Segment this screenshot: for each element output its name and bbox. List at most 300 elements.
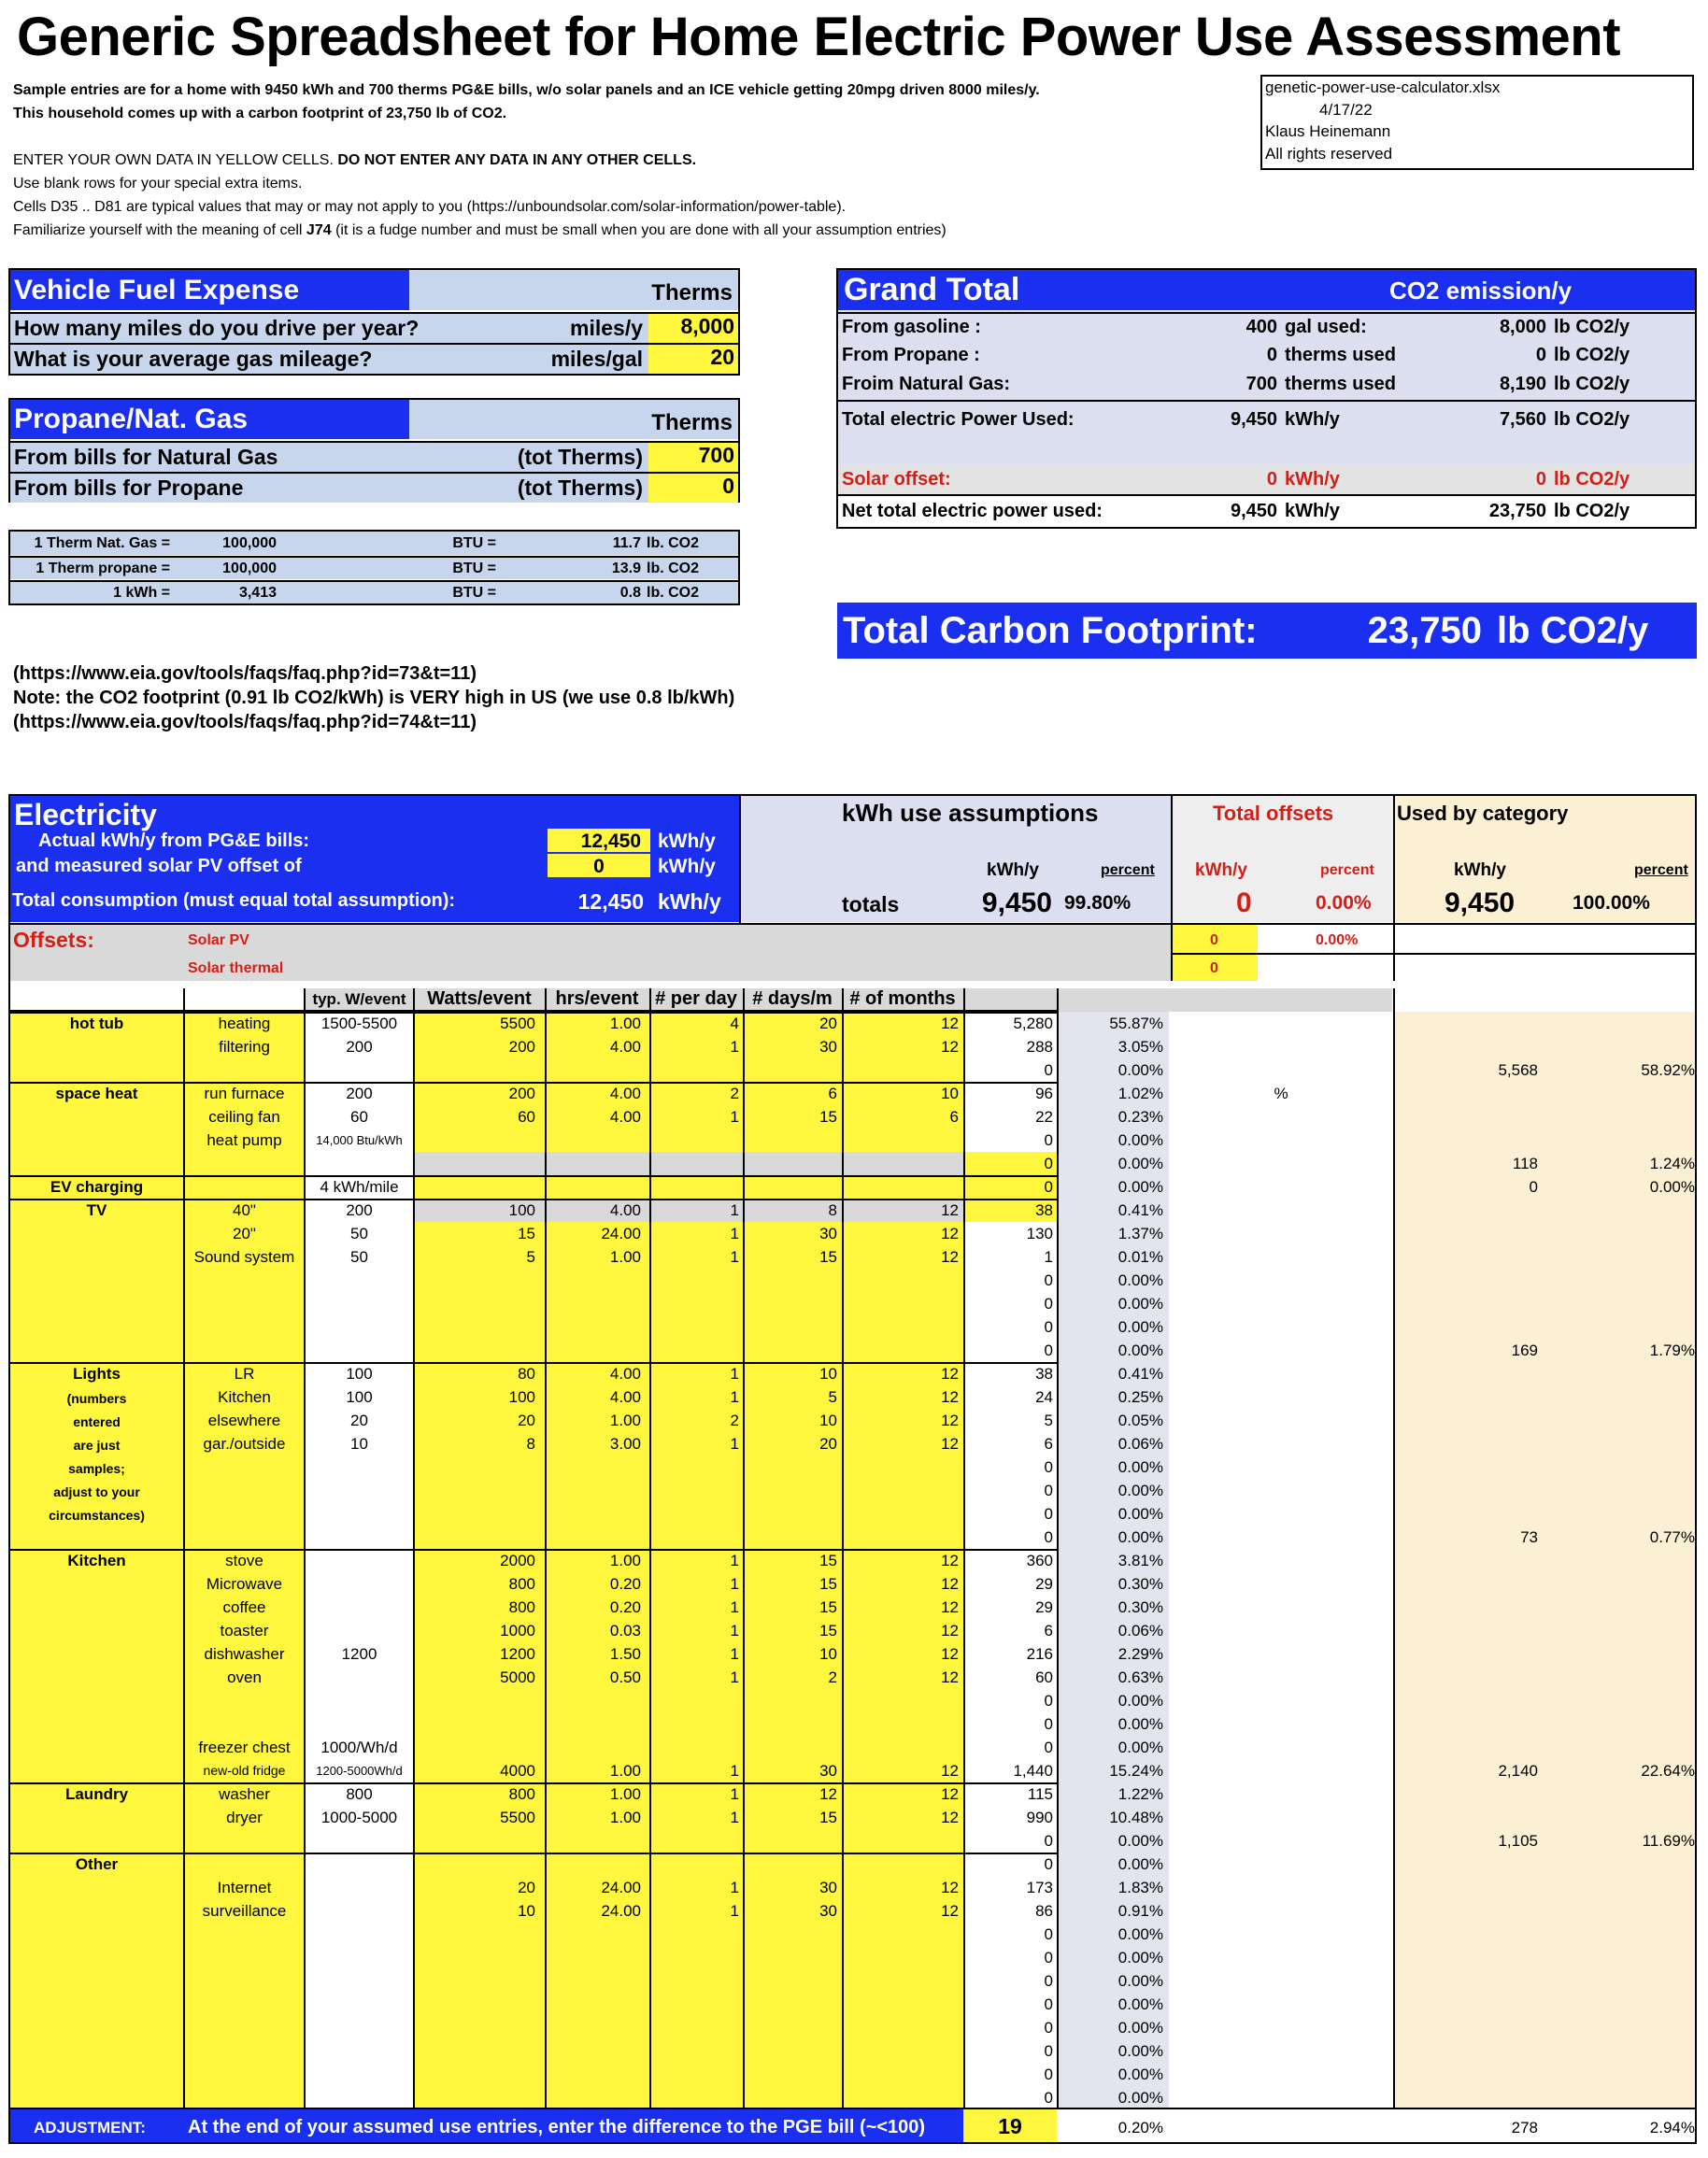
table-row xyxy=(10,1642,1697,1666)
cell-m[interactable]: 30 xyxy=(819,1225,837,1242)
cell-d[interactable]: 1 xyxy=(730,1575,739,1593)
cell-item[interactable]: stove xyxy=(225,1552,263,1569)
cell-pct: 0.00% xyxy=(1117,1995,1163,2013)
group-note: samples; xyxy=(68,1461,125,1476)
cell-typ: 100 xyxy=(346,1365,373,1383)
cell-kwh: 0 xyxy=(1044,2019,1053,2037)
cell-mo[interactable]: 12 xyxy=(941,1622,959,1640)
grand-row-electric: Total electric Power Used: 9,450 kWh/y 7,560 lb CO2/y xyxy=(838,400,1695,476)
table-row xyxy=(10,2063,1697,2086)
table-row xyxy=(10,1035,1697,1058)
cell-d[interactable]: 1 xyxy=(730,1388,739,1406)
table-row xyxy=(10,1385,1697,1409)
cell-pct: 0.00% xyxy=(1117,1342,1163,1359)
actual-kwh-input[interactable]: 12,450 xyxy=(580,831,641,852)
cell-d[interactable]: 1 xyxy=(730,1201,739,1219)
cell-pct: 0.00% xyxy=(1117,1061,1163,1079)
solar-pv-percent: 0.00% xyxy=(1316,932,1359,948)
vehicle-mileage-input[interactable]: 20 xyxy=(648,345,738,374)
natgas-input[interactable]: 700 xyxy=(648,443,738,472)
cell-mo[interactable]: 12 xyxy=(941,1575,959,1593)
cell-kwh: 96 xyxy=(1035,1085,1053,1102)
propane-header: Propane/Nat. Gas xyxy=(10,400,409,439)
cell-d[interactable]: 1 xyxy=(730,1785,739,1803)
cell-m[interactable]: 15 xyxy=(819,1622,837,1640)
cell-typ: 20 xyxy=(350,1412,368,1429)
group-separator xyxy=(10,1012,1057,1014)
col-per-day: # per day xyxy=(655,988,737,1009)
cell-m[interactable]: 20 xyxy=(819,1015,837,1032)
table-row xyxy=(10,1572,1697,1596)
solar-pv-input[interactable]: 0 xyxy=(1210,932,1218,948)
totals-label: totals xyxy=(842,892,900,916)
cell-m[interactable]: 10 xyxy=(819,1645,837,1663)
cell-item[interactable]: 40" xyxy=(233,1201,256,1219)
totals-percent: 99.80% xyxy=(1064,892,1132,914)
conversion-row: 1 kWh = 3,413 BTU = 0.8 lb. CO2 xyxy=(10,580,738,603)
intro-line-5: Cells D35 .. D81 are typical values that may or may not apply to you (https://unboundsolar.com/solar-information/power-table). xyxy=(13,199,847,215)
cell-h[interactable]: 1.00 xyxy=(609,1809,641,1826)
cell-w[interactable]: 5 xyxy=(526,1248,535,1266)
grid-vline xyxy=(743,988,745,2109)
cell-m[interactable]: 15 xyxy=(819,1598,837,1616)
cell-item[interactable]: surveillance xyxy=(202,1902,287,1920)
cell-catp: 1.24% xyxy=(1649,1155,1695,1172)
cell-pct: 0.00% xyxy=(1117,1155,1163,1172)
cell-d[interactable]: 2 xyxy=(730,1412,739,1429)
cell-cat: 1,105 xyxy=(1498,1832,1538,1850)
tcf-value: 23,750 xyxy=(1367,610,1482,651)
cell-h[interactable]: 4.00 xyxy=(609,1085,641,1102)
cell-item[interactable]: gar./outside xyxy=(203,1435,286,1453)
table-row xyxy=(10,1058,1697,1082)
cell-h[interactable]: 4.00 xyxy=(609,1201,641,1219)
grid-vline xyxy=(545,988,547,2109)
cell-d[interactable]: 1 xyxy=(730,1435,739,1453)
cell-pct: 0.00% xyxy=(1117,1271,1163,1289)
co2-note: Note: the CO2 footprint (0.91 lb CO2/kWh) is VERY high in US (we use 0.8 lb/kWh) xyxy=(13,688,735,708)
cell-mo[interactable]: 12 xyxy=(941,1225,959,1242)
offsets-total-kwh: 0 xyxy=(1236,887,1252,918)
table-row xyxy=(10,1409,1697,1432)
grid-hline xyxy=(10,2108,1697,2109)
cell-w[interactable]: 200 xyxy=(508,1038,535,1056)
adjustment-input[interactable]: 19 xyxy=(998,2114,1022,2138)
cell-m[interactable]: 10 xyxy=(819,1365,837,1383)
cell-mo[interactable]: 12 xyxy=(941,1785,959,1803)
cell-w[interactable]: 80 xyxy=(518,1365,535,1383)
cell-kwh: 24 xyxy=(1035,1388,1053,1406)
adjustment-label: ADJUSTMENT: xyxy=(34,2119,146,2137)
cell-kwh: 0 xyxy=(1044,1739,1053,1756)
intro-line-1: Sample entries are for a home with 9450 kWh and 700 therms PG&E bills, w/o solar panels and an ICE vehicle getting 20mpg driven 8000 miles/y. xyxy=(13,82,1040,98)
cell-mo[interactable]: 12 xyxy=(941,1645,959,1663)
group-separator xyxy=(10,1199,1057,1200)
grand-row-net-electric: Net total electric power used: 9,450 kWh/y 23,750 lb CO2/y xyxy=(838,494,1695,527)
group-label: Laundry xyxy=(64,1785,129,1803)
cell-item[interactable]: coffee xyxy=(222,1598,266,1616)
cell-mo[interactable]: 12 xyxy=(941,1412,959,1429)
cell-w[interactable]: 5500 xyxy=(500,1809,535,1826)
cell-d[interactable]: 1 xyxy=(730,1879,739,1896)
cell-m[interactable]: 30 xyxy=(819,1902,837,1920)
eia-link-2[interactable]: (https://www.eia.gov/tools/faqs/faq.php?id=74&t=11) xyxy=(13,712,477,732)
grid-vline xyxy=(963,988,965,2109)
cell-d[interactable]: 1 xyxy=(730,1902,739,1920)
cell-m[interactable]: 15 xyxy=(819,1248,837,1266)
cell-h[interactable]: 4.00 xyxy=(609,1038,641,1056)
cell-m[interactable]: 2 xyxy=(828,1668,837,1686)
cell-catp: 22.64% xyxy=(1641,1762,1695,1780)
cell-typ: 10 xyxy=(350,1435,368,1453)
cell-kwh: 0 xyxy=(1044,1972,1053,1990)
cell-d[interactable]: 1 xyxy=(730,1809,739,1826)
cell-kwh: 38 xyxy=(1035,1365,1053,1383)
table-row xyxy=(10,1455,1697,1479)
cell-m[interactable]: 15 xyxy=(819,1575,837,1593)
cell-mo[interactable]: 12 xyxy=(941,1038,959,1056)
cell-w[interactable]: 2000 xyxy=(500,1552,535,1569)
eia-link-1[interactable]: (https://www.eia.gov/tools/faqs/faq.php?id=73&t=11) xyxy=(13,663,477,684)
col-watts-event: Watts/event xyxy=(427,988,532,1009)
cell-m[interactable]: 15 xyxy=(819,1552,837,1569)
cell-w[interactable]: 1000 xyxy=(500,1622,535,1640)
cell-kwh: 216 xyxy=(1026,1645,1053,1663)
cell-h[interactable]: 24.00 xyxy=(601,1225,641,1242)
cell-typ: 100 xyxy=(346,1388,373,1406)
cell-pct: 0.00% xyxy=(1117,1318,1163,1336)
cell-pct: 1.83% xyxy=(1117,1879,1163,1896)
cell-item[interactable]: 20" xyxy=(233,1225,256,1242)
cell-item[interactable]: LR xyxy=(234,1365,255,1383)
cell-mo[interactable]: 12 xyxy=(941,1809,959,1826)
cell-pct: 3.81% xyxy=(1117,1552,1163,1569)
cell-d[interactable]: 1 xyxy=(730,1365,739,1383)
vehicle-miles-input[interactable]: 8,000 xyxy=(648,314,738,343)
table-row xyxy=(10,1549,1697,1572)
cell-item[interactable]: Sound system xyxy=(193,1248,295,1266)
cell-mo[interactable]: 6 xyxy=(949,1108,959,1126)
offsets-kwh-header: kWh/y xyxy=(1195,860,1247,880)
cell-pct: 0.01% xyxy=(1117,1248,1163,1266)
cell-d[interactable]: 1 xyxy=(730,1762,739,1780)
offsets-total-percent: 0.00% xyxy=(1316,892,1372,914)
cell-d[interactable]: 4 xyxy=(730,1015,739,1032)
cell-d[interactable]: 1 xyxy=(730,1108,739,1126)
table-row xyxy=(10,1969,1697,1993)
cell-kwh: 0 xyxy=(1044,1692,1053,1710)
cell-d[interactable]: 1 xyxy=(730,1622,739,1640)
cell-kwh: 0 xyxy=(1044,2089,1053,2107)
cell-kwh: 0 xyxy=(1044,1482,1053,1499)
cell-pct: 0.00% xyxy=(1117,1458,1163,1476)
table-row xyxy=(10,1666,1697,1689)
solar-thermal-input[interactable]: 0 xyxy=(1210,960,1218,976)
group-label: hot tub xyxy=(69,1015,124,1032)
cell-typ: 60 xyxy=(350,1108,368,1126)
cell-d[interactable]: 1 xyxy=(730,1668,739,1686)
cell-item[interactable]: Internet xyxy=(217,1879,272,1896)
table-row xyxy=(10,1105,1697,1129)
cell-pct: 0.00% xyxy=(1117,1131,1163,1149)
grid-vline xyxy=(1057,988,1059,2109)
cell-h[interactable]: 4.00 xyxy=(609,1365,641,1383)
cell-pct: 0.30% xyxy=(1117,1575,1163,1593)
cell-h[interactable]: 1.50 xyxy=(609,1645,641,1663)
cell-mo[interactable]: 12 xyxy=(941,1365,959,1383)
cell-kwh: 0 xyxy=(1044,2066,1053,2083)
cell-mo[interactable]: 12 xyxy=(941,1902,959,1920)
cell-kwh: 0 xyxy=(1044,1505,1053,1523)
cell-h[interactable]: 1.00 xyxy=(609,1785,641,1803)
cell-kwh: 5 xyxy=(1044,1412,1053,1429)
cell-w[interactable]: 20 xyxy=(518,1879,535,1896)
cell-pct: 10.48% xyxy=(1109,1809,1163,1826)
cell-catp: 11.69% xyxy=(1642,1832,1695,1850)
cell-kwh: 0 xyxy=(1044,1832,1053,1850)
cell-h[interactable]: 24.00 xyxy=(601,1879,641,1896)
cell-kwh: 0 xyxy=(1044,1178,1053,1196)
cell-kwh: 5,280 xyxy=(1013,1015,1053,1032)
group-separator xyxy=(10,1362,1057,1364)
cell-w[interactable]: 5000 xyxy=(500,1668,535,1686)
intro-line-3: ENTER YOUR OWN DATA IN YELLOW CELLS. DO NOT ENTER ANY DATA IN ANY OTHER CELLS. xyxy=(13,152,697,168)
cell-pct: 0.00% xyxy=(1117,1715,1163,1733)
cell-mo[interactable]: 12 xyxy=(941,1668,959,1686)
cell-m[interactable]: 12 xyxy=(819,1785,837,1803)
cell-kwh: 0 xyxy=(1044,1295,1053,1313)
table-row xyxy=(10,1222,1697,1245)
cell-w[interactable]: 15 xyxy=(518,1225,535,1242)
cell-m[interactable]: 20 xyxy=(819,1435,837,1453)
cell-m[interactable]: 15 xyxy=(819,1809,837,1826)
cell-mo[interactable]: 12 xyxy=(941,1598,959,1616)
cell-kwh: 22 xyxy=(1035,1108,1053,1126)
cell-mo[interactable]: 12 xyxy=(941,1388,959,1406)
table-row xyxy=(10,2016,1697,2039)
cell-cat: 2,140 xyxy=(1498,1762,1538,1780)
cell-mo[interactable]: 12 xyxy=(941,1015,959,1032)
cell-mo[interactable]: 12 xyxy=(941,1248,959,1266)
cell-d[interactable]: 1 xyxy=(730,1598,739,1616)
cell-h[interactable]: 24.00 xyxy=(601,1902,641,1920)
table-row xyxy=(10,1923,1697,1946)
group-label: EV charging xyxy=(50,1178,144,1196)
grid-vline xyxy=(1393,923,1395,981)
cell-h[interactable]: 0.20 xyxy=(609,1598,641,1616)
table-row xyxy=(10,1175,1697,1199)
cell-m[interactable]: 5 xyxy=(828,1388,837,1406)
cell-typ: 4 kWh/mile xyxy=(320,1178,399,1196)
cell-mo[interactable]: 12 xyxy=(941,1879,959,1896)
cell-item[interactable]: new-old fridge xyxy=(203,1763,286,1778)
cell-kwh: 0 xyxy=(1044,1061,1053,1079)
cell-kwh: 0 xyxy=(1044,1925,1053,1943)
cell-d[interactable]: 1 xyxy=(730,1645,739,1663)
cell-w[interactable]: 800 xyxy=(508,1575,535,1593)
cell-kwh: 0 xyxy=(1044,1528,1053,1546)
cell-item[interactable]: dryer xyxy=(226,1809,263,1826)
offsets-label: Offsets: xyxy=(13,928,94,952)
natgas-label: From bills for Natural Gas xyxy=(14,445,278,469)
table-row xyxy=(10,1269,1697,1292)
cell-mo[interactable]: 12 xyxy=(941,1552,959,1569)
solar-offset-input[interactable]: 0 xyxy=(593,856,605,877)
cell-item[interactable]: filtering xyxy=(219,1038,270,1056)
cell-kwh: 360 xyxy=(1026,1552,1053,1569)
cell-item[interactable]: heat pump xyxy=(206,1131,282,1149)
cell-mo[interactable]: 12 xyxy=(941,1435,959,1453)
cell-typ: 200 xyxy=(346,1085,373,1102)
cell-pct: 0.00% xyxy=(1117,2042,1163,2060)
cell-item[interactable]: toaster xyxy=(220,1622,269,1640)
cell-m[interactable]: 8 xyxy=(828,1201,837,1219)
cell-typ: 1000-5000 xyxy=(320,1809,398,1826)
cell-m[interactable]: 30 xyxy=(819,1762,837,1780)
vehicle-miles-unit: miles/y xyxy=(570,316,643,340)
cell-m[interactable]: 10 xyxy=(819,1412,837,1429)
cell-kwh: 29 xyxy=(1035,1575,1053,1593)
cell-pct: 0.00% xyxy=(1117,1482,1163,1499)
table-row xyxy=(10,2039,1697,2063)
cell-item[interactable]: elsewhere xyxy=(207,1412,281,1429)
group-separator xyxy=(10,1175,1057,1177)
cell-kwh: 6 xyxy=(1044,1622,1053,1640)
cell-item[interactable]: heating xyxy=(218,1015,271,1032)
cell-item[interactable]: ceiling fan xyxy=(208,1108,280,1126)
table-row xyxy=(10,1012,1697,1035)
grid-vline xyxy=(1393,988,1395,2109)
table-row xyxy=(10,2086,1697,2109)
conversion-row: 1 Therm propane = 100,000 BTU = 13.9 lb. CO2 xyxy=(10,556,738,579)
col-months: # of months xyxy=(849,988,956,1009)
cell-m[interactable]: 15 xyxy=(819,1108,837,1126)
grand-row-solar: Solar offset: 0 kWh/y 0 lb CO2/y xyxy=(838,464,1695,494)
cell-w[interactable]: 10 xyxy=(518,1902,535,1920)
kwh-assumptions-header: kWh use assumptions xyxy=(842,799,1099,827)
cell-w[interactable]: 100 xyxy=(508,1388,535,1406)
group-separator xyxy=(10,1549,1057,1551)
intro-line-6: Familiarize yourself with the meaning of cell J74 (it is a fudge number and must be small when you are done with all your assumption entries) xyxy=(13,222,947,238)
solar-offset-unit: kWh/y xyxy=(658,856,716,877)
cell-kwh: 990 xyxy=(1026,1809,1053,1826)
cell-cat: 118 xyxy=(1512,1155,1538,1172)
cell-d[interactable]: 1 xyxy=(730,1225,739,1242)
cell-item[interactable]: Microwave xyxy=(206,1575,283,1593)
propane-input[interactable]: 0 xyxy=(648,474,738,503)
table-row xyxy=(10,1315,1697,1339)
cell-typ: 14,000 Btu/kWh xyxy=(316,1133,403,1147)
conversion-row: 1 Therm Nat. Gas = 100,000 BTU = 11.7 lb. CO2 xyxy=(10,532,738,555)
cell-m[interactable]: 30 xyxy=(819,1879,837,1896)
cell-w[interactable]: 100 xyxy=(508,1201,535,1219)
cell-kwh: 115 xyxy=(1027,1785,1053,1803)
cell-pct: 0.00% xyxy=(1117,1949,1163,1966)
cell-mo[interactable]: 12 xyxy=(941,1762,959,1780)
table-row xyxy=(10,1129,1697,1152)
grid-vline xyxy=(649,988,651,2109)
cell-d[interactable]: 1 xyxy=(730,1038,739,1056)
cell-cat: 169 xyxy=(1511,1342,1538,1359)
table-row xyxy=(10,1619,1697,1642)
group-note: adjust to your xyxy=(53,1484,140,1499)
cell-h[interactable]: 1.00 xyxy=(609,1762,641,1780)
cell-kwh: 60 xyxy=(1035,1668,1053,1686)
table-row xyxy=(10,1993,1697,2016)
cell-typ: 50 xyxy=(350,1225,368,1242)
cell-h[interactable]: 0.20 xyxy=(609,1575,641,1593)
table-row xyxy=(10,1152,1697,1175)
grand-total-panel xyxy=(836,268,1697,529)
cell-h[interactable]: 4.00 xyxy=(609,1388,641,1406)
intro-notes xyxy=(13,78,1040,242)
electricity-header: Electricity xyxy=(14,798,157,831)
cell-item[interactable]: washer xyxy=(219,1785,270,1803)
cell-h[interactable]: 1.00 xyxy=(609,1552,641,1569)
cell-h[interactable]: 1.00 xyxy=(609,1015,641,1032)
cell-mo[interactable]: 12 xyxy=(941,1201,959,1219)
cell-w[interactable]: 1200 xyxy=(500,1645,535,1663)
cell-h[interactable]: 0.03 xyxy=(609,1622,641,1640)
cell-w[interactable]: 8 xyxy=(526,1435,535,1453)
cell-item[interactable]: run furnace xyxy=(204,1085,285,1102)
cell-h[interactable]: 3.00 xyxy=(609,1435,641,1453)
cell-item[interactable]: Kitchen xyxy=(218,1388,271,1406)
cell-w[interactable]: 800 xyxy=(508,1598,535,1616)
cell-d[interactable]: 2 xyxy=(730,1085,739,1102)
cell-w[interactable]: 20 xyxy=(518,1412,535,1429)
cell-h[interactable]: 1.00 xyxy=(609,1412,641,1429)
solar-thermal-label: Solar thermal xyxy=(188,960,284,976)
cell-kwh: 29 xyxy=(1035,1598,1053,1616)
cell-m[interactable]: 6 xyxy=(828,1085,837,1102)
cell-item[interactable]: freezer chest xyxy=(198,1739,291,1756)
col-hrs-event: hrs/event xyxy=(555,988,639,1009)
table-row xyxy=(10,1339,1697,1362)
cell-item[interactable]: dishwasher xyxy=(204,1645,285,1663)
cell-w[interactable]: 800 xyxy=(508,1785,535,1803)
cell-pct: 0.00% xyxy=(1117,1855,1163,1873)
table-row xyxy=(10,1829,1697,1853)
cell-mo[interactable]: 10 xyxy=(941,1085,959,1102)
cell-item[interactable]: oven xyxy=(227,1668,262,1686)
eia-notes xyxy=(13,661,734,734)
cell-catp: 58.92% xyxy=(1641,1061,1695,1079)
adjustment-instruction: At the end of your assumed use entries, enter the difference to the PGE bill (~<100) xyxy=(188,2117,926,2137)
table-row xyxy=(10,1245,1697,1269)
cell-typ: 1200 xyxy=(341,1645,377,1663)
cell-pct: 55.87% xyxy=(1109,1015,1163,1032)
propane-unit: (tot Therms) xyxy=(517,476,643,500)
cell-w[interactable]: 5500 xyxy=(500,1015,535,1032)
cell-m[interactable]: 30 xyxy=(819,1038,837,1056)
cell-h[interactable]: 4.00 xyxy=(609,1108,641,1126)
total-consumption-value: 12,450 xyxy=(577,889,644,914)
cell-w[interactable]: 4000 xyxy=(500,1762,535,1780)
cell-d[interactable]: 1 xyxy=(730,1248,739,1266)
cell-w[interactable]: 60 xyxy=(518,1108,535,1126)
table-row xyxy=(10,1736,1697,1759)
cell-h[interactable]: 1.00 xyxy=(609,1248,641,1266)
cell-h[interactable]: 0.50 xyxy=(609,1668,641,1686)
cell-catp: 0.00% xyxy=(1649,1178,1695,1196)
cell-pct: 0.00% xyxy=(1117,2066,1163,2083)
cell-d[interactable]: 1 xyxy=(730,1552,739,1569)
adjustment-percent: 0.20% xyxy=(1117,2119,1163,2137)
cell-w[interactable]: 200 xyxy=(508,1085,535,1102)
cell-pct: 0.30% xyxy=(1117,1598,1163,1616)
solar-pv-label: Solar PV xyxy=(188,932,249,948)
